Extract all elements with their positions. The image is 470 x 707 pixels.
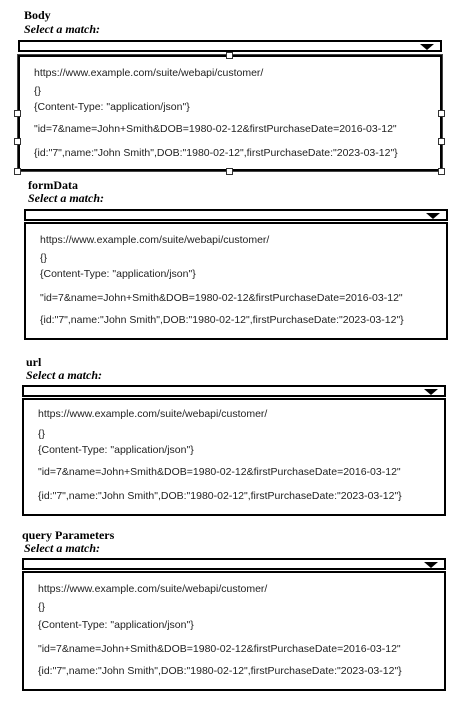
section-prompt: Select a match: xyxy=(24,541,100,555)
section-title: Body xyxy=(24,8,51,22)
match-dropdown[interactable] xyxy=(24,209,448,221)
section-title: url xyxy=(26,355,42,369)
section-prompt: Select a match: xyxy=(24,22,100,36)
option-empty-object[interactable]: {} xyxy=(40,252,48,264)
option-json-object[interactable]: {id:"7",name:"John Smith",DOB:"1980-02-12",firstPurchaseDate:"2023-03-12"} xyxy=(38,665,402,677)
option-empty-object[interactable]: {} xyxy=(34,85,42,97)
option-empty-object[interactable]: {} xyxy=(38,601,46,613)
section-prompt: Select a match: xyxy=(28,191,104,205)
option-query-string[interactable]: "id=7&name=John+Smith&DOB=1980-02-12&firstPurchaseDate=2016-03-12" xyxy=(38,466,401,478)
options-list xyxy=(24,222,448,340)
section-prompt: Select a match: xyxy=(26,368,102,382)
match-dropdown[interactable] xyxy=(18,40,442,52)
option-json-object[interactable]: {id:"7",name:"John Smith",DOB:"1980-02-12",firstPurchaseDate:"2023-03-12"} xyxy=(38,490,402,502)
option-json-object[interactable]: {id:"7",name:"John Smith",DOB:"1980-02-12",firstPurchaseDate:"2023-03-12"} xyxy=(34,147,398,159)
option-url[interactable]: https://www.example.com/suite/webapi/customer/ xyxy=(40,234,270,246)
options-list xyxy=(18,55,442,171)
option-content-type[interactable]: {Content-Type: "application/json"} xyxy=(38,444,194,456)
resize-handle[interactable] xyxy=(226,52,233,59)
option-empty-object[interactable]: {} xyxy=(38,428,46,440)
section-title: formData xyxy=(28,178,78,192)
caret-down-icon[interactable] xyxy=(420,44,434,50)
option-url[interactable]: https://www.example.com/suite/webapi/customer/ xyxy=(38,583,268,595)
option-url[interactable]: https://www.example.com/suite/webapi/customer/ xyxy=(38,408,268,420)
caret-down-icon[interactable] xyxy=(426,213,440,219)
option-query-string[interactable]: "id=7&name=John+Smith&DOB=1980-02-12&firstPurchaseDate=2016-03-12" xyxy=(40,292,403,304)
option-url[interactable]: https://www.example.com/suite/webapi/customer/ xyxy=(34,67,264,79)
section-title: query Parameters xyxy=(22,528,115,542)
match-dropdown[interactable] xyxy=(22,385,446,397)
resize-handle[interactable] xyxy=(14,138,21,145)
option-query-string[interactable]: "id=7&name=John+Smith&DOB=1980-02-12&firstPurchaseDate=2016-03-12" xyxy=(34,123,397,135)
resize-handle[interactable] xyxy=(14,168,21,175)
resize-handle[interactable] xyxy=(438,110,445,117)
options-list xyxy=(22,398,446,516)
resize-handle[interactable] xyxy=(438,138,445,145)
caret-down-icon[interactable] xyxy=(424,389,438,395)
resize-handle[interactable] xyxy=(226,168,233,175)
option-content-type[interactable]: {Content-Type: "application/json"} xyxy=(34,101,190,113)
resize-handle[interactable] xyxy=(438,168,445,175)
match-dropdown[interactable] xyxy=(22,558,446,570)
caret-down-icon[interactable] xyxy=(424,562,438,568)
options-list xyxy=(22,571,446,691)
option-json-object[interactable]: {id:"7",name:"John Smith",DOB:"1980-02-12",firstPurchaseDate:"2023-03-12"} xyxy=(40,314,404,326)
option-content-type[interactable]: {Content-Type: "application/json"} xyxy=(40,268,196,280)
option-query-string[interactable]: "id=7&name=John+Smith&DOB=1980-02-12&firstPurchaseDate=2016-03-12" xyxy=(38,643,401,655)
option-content-type[interactable]: {Content-Type: "application/json"} xyxy=(38,619,194,631)
resize-handle[interactable] xyxy=(14,110,21,117)
